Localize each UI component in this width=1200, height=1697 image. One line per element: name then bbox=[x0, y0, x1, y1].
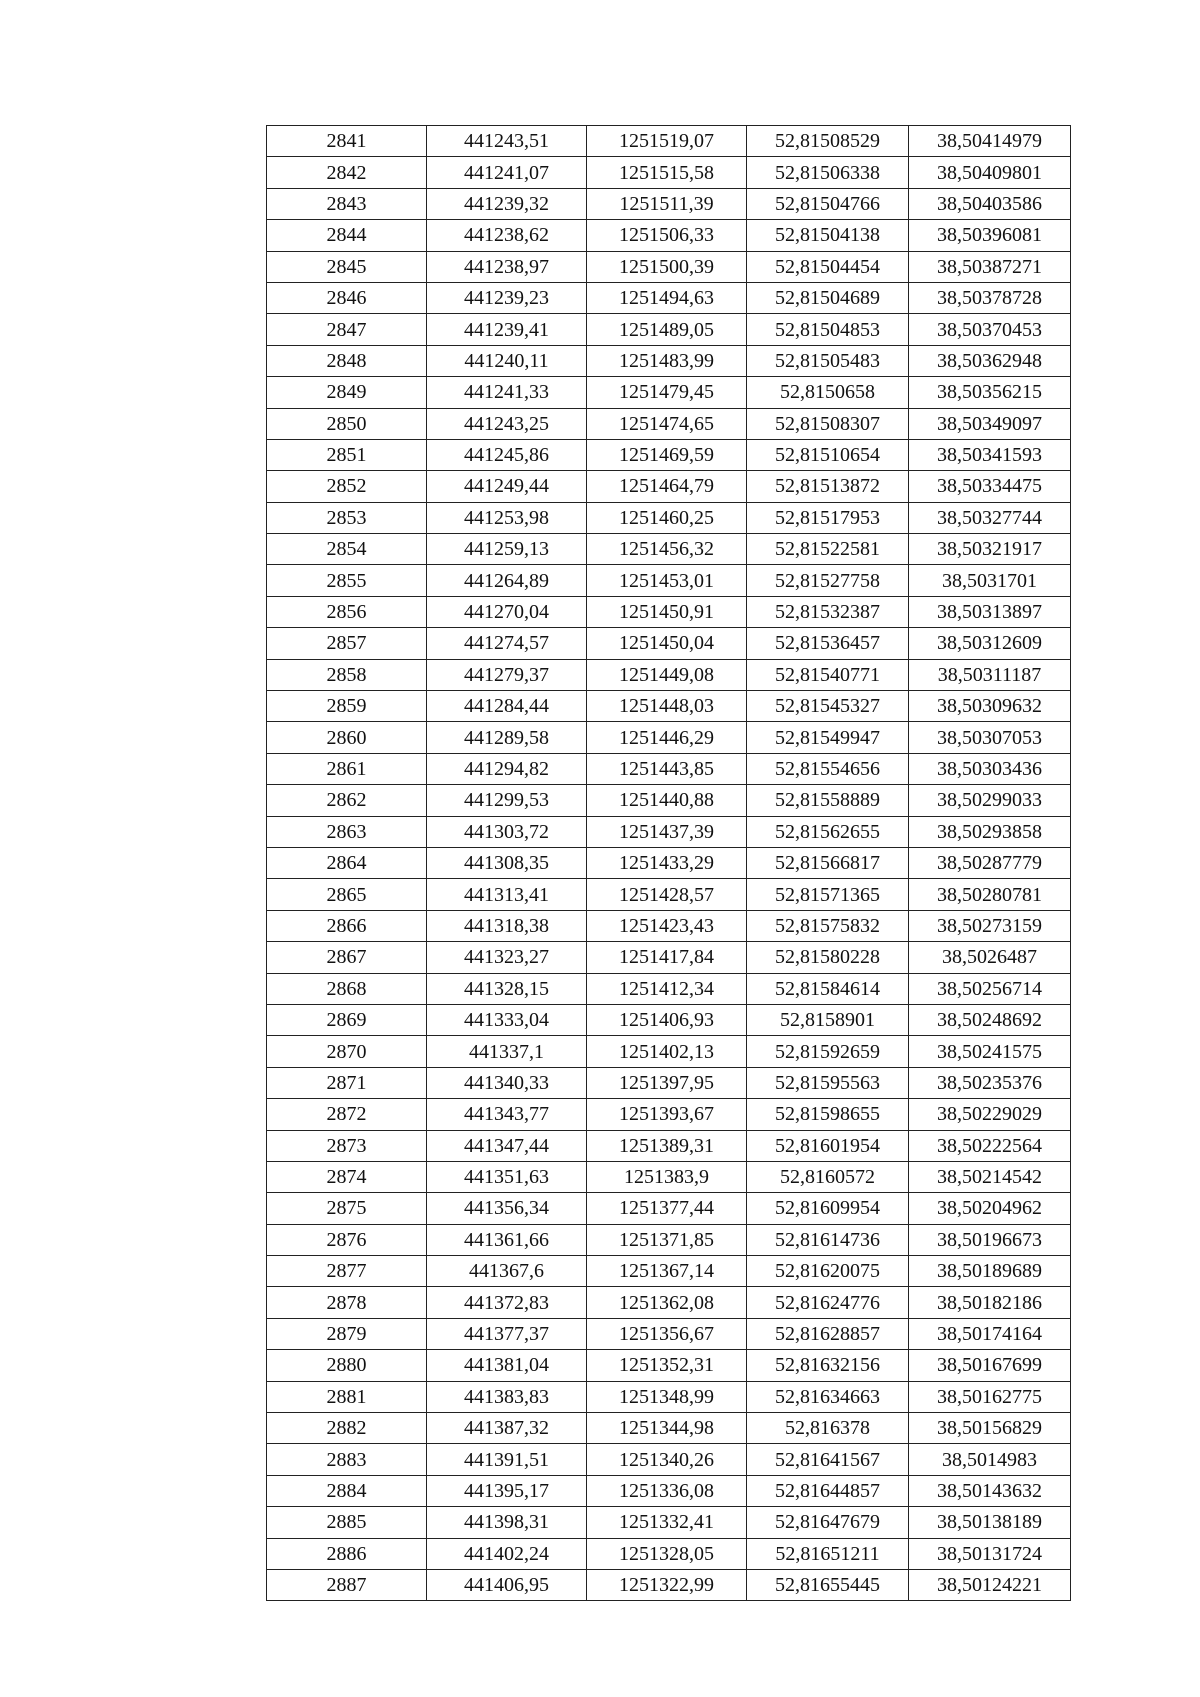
latitude-cell: 52,81566817 bbox=[747, 847, 909, 878]
y-coordinate-cell: 1251443,85 bbox=[587, 753, 747, 784]
y-coordinate-cell: 1251412,34 bbox=[587, 973, 747, 1004]
longitude-cell: 38,50204962 bbox=[909, 1193, 1071, 1224]
y-coordinate-cell: 1251423,43 bbox=[587, 910, 747, 941]
longitude-cell: 38,50162775 bbox=[909, 1381, 1071, 1412]
x-coordinate-cell: 441328,15 bbox=[427, 973, 587, 1004]
y-coordinate-cell: 1251428,57 bbox=[587, 879, 747, 910]
table-row bbox=[267, 1161, 1071, 1192]
y-coordinate-cell: 1251352,31 bbox=[587, 1350, 747, 1381]
point-number-cell: 2855 bbox=[267, 565, 427, 596]
table-row bbox=[267, 847, 1071, 878]
longitude-cell: 38,50341593 bbox=[909, 439, 1071, 470]
y-coordinate-cell: 1251460,25 bbox=[587, 502, 747, 533]
table-row bbox=[267, 1507, 1071, 1538]
table-row bbox=[267, 1193, 1071, 1224]
x-coordinate-cell: 441253,98 bbox=[427, 502, 587, 533]
x-coordinate-cell: 441323,27 bbox=[427, 942, 587, 973]
latitude-cell: 52,8158901 bbox=[747, 1004, 909, 1035]
x-coordinate-cell: 441259,13 bbox=[427, 534, 587, 565]
longitude-cell: 38,50356215 bbox=[909, 377, 1071, 408]
y-coordinate-cell: 1251348,99 bbox=[587, 1381, 747, 1412]
longitude-cell: 38,50327744 bbox=[909, 502, 1071, 533]
longitude-cell: 38,50196673 bbox=[909, 1224, 1071, 1255]
y-coordinate-cell: 1251371,85 bbox=[587, 1224, 747, 1255]
point-number-cell: 2866 bbox=[267, 910, 427, 941]
x-coordinate-cell: 441303,72 bbox=[427, 816, 587, 847]
table-row bbox=[267, 1538, 1071, 1569]
point-number-cell: 2887 bbox=[267, 1569, 427, 1600]
x-coordinate-cell: 441377,37 bbox=[427, 1318, 587, 1349]
table-row bbox=[267, 1318, 1071, 1349]
y-coordinate-cell: 1251397,95 bbox=[587, 1067, 747, 1098]
x-coordinate-cell: 441238,62 bbox=[427, 220, 587, 251]
x-coordinate-cell: 441395,17 bbox=[427, 1475, 587, 1506]
longitude-cell: 38,50307053 bbox=[909, 722, 1071, 753]
x-coordinate-cell: 441333,04 bbox=[427, 1004, 587, 1035]
latitude-cell: 52,81592659 bbox=[747, 1036, 909, 1067]
longitude-cell: 38,50403586 bbox=[909, 188, 1071, 219]
table-row bbox=[267, 691, 1071, 722]
x-coordinate-cell: 441372,83 bbox=[427, 1287, 587, 1318]
point-number-cell: 2885 bbox=[267, 1507, 427, 1538]
latitude-cell: 52,81598655 bbox=[747, 1099, 909, 1130]
y-coordinate-cell: 1251464,79 bbox=[587, 471, 747, 502]
longitude-cell: 38,50299033 bbox=[909, 785, 1071, 816]
y-coordinate-cell: 1251433,29 bbox=[587, 847, 747, 878]
longitude-cell: 38,50229029 bbox=[909, 1099, 1071, 1130]
x-coordinate-cell: 441264,89 bbox=[427, 565, 587, 596]
point-number-cell: 2853 bbox=[267, 502, 427, 533]
point-number-cell: 2880 bbox=[267, 1350, 427, 1381]
latitude-cell: 52,81517953 bbox=[747, 502, 909, 533]
longitude-cell: 38,50189689 bbox=[909, 1256, 1071, 1287]
x-coordinate-cell: 441383,83 bbox=[427, 1381, 587, 1412]
point-number-cell: 2852 bbox=[267, 471, 427, 502]
y-coordinate-cell: 1251383,9 bbox=[587, 1161, 747, 1192]
latitude-cell: 52,81522581 bbox=[747, 534, 909, 565]
longitude-cell: 38,50309632 bbox=[909, 691, 1071, 722]
point-number-cell: 2874 bbox=[267, 1161, 427, 1192]
table-row bbox=[267, 377, 1071, 408]
longitude-cell: 38,50124221 bbox=[909, 1569, 1071, 1600]
x-coordinate-cell: 441239,41 bbox=[427, 314, 587, 345]
latitude-cell: 52,81651211 bbox=[747, 1538, 909, 1569]
y-coordinate-cell: 1251469,59 bbox=[587, 439, 747, 470]
x-coordinate-cell: 441406,95 bbox=[427, 1569, 587, 1600]
table-row bbox=[267, 471, 1071, 502]
y-coordinate-cell: 1251336,08 bbox=[587, 1475, 747, 1506]
table-row bbox=[267, 1569, 1071, 1600]
longitude-cell: 38,50370453 bbox=[909, 314, 1071, 345]
table-row bbox=[267, 220, 1071, 251]
latitude-cell: 52,81549947 bbox=[747, 722, 909, 753]
x-coordinate-cell: 441387,32 bbox=[427, 1413, 587, 1444]
point-number-cell: 2843 bbox=[267, 188, 427, 219]
y-coordinate-cell: 1251446,29 bbox=[587, 722, 747, 753]
table-row bbox=[267, 282, 1071, 313]
longitude-cell: 38,50256714 bbox=[909, 973, 1071, 1004]
latitude-cell: 52,81595563 bbox=[747, 1067, 909, 1098]
latitude-cell: 52,81545327 bbox=[747, 691, 909, 722]
table-row bbox=[267, 314, 1071, 345]
table-row bbox=[267, 439, 1071, 470]
latitude-cell: 52,81504454 bbox=[747, 251, 909, 282]
point-number-cell: 2851 bbox=[267, 439, 427, 470]
table-row bbox=[267, 879, 1071, 910]
point-number-cell: 2873 bbox=[267, 1130, 427, 1161]
latitude-cell: 52,81620075 bbox=[747, 1256, 909, 1287]
x-coordinate-cell: 441308,35 bbox=[427, 847, 587, 878]
latitude-cell: 52,81510654 bbox=[747, 439, 909, 470]
x-coordinate-cell: 441337,1 bbox=[427, 1036, 587, 1067]
point-number-cell: 2844 bbox=[267, 220, 427, 251]
table-row bbox=[267, 628, 1071, 659]
x-coordinate-cell: 441239,23 bbox=[427, 282, 587, 313]
y-coordinate-cell: 1251332,41 bbox=[587, 1507, 747, 1538]
latitude-cell: 52,81601954 bbox=[747, 1130, 909, 1161]
longitude-cell: 38,50312609 bbox=[909, 628, 1071, 659]
latitude-cell: 52,81584614 bbox=[747, 973, 909, 1004]
y-coordinate-cell: 1251402,13 bbox=[587, 1036, 747, 1067]
x-coordinate-cell: 441356,34 bbox=[427, 1193, 587, 1224]
y-coordinate-cell: 1251494,63 bbox=[587, 282, 747, 313]
point-number-cell: 2846 bbox=[267, 282, 427, 313]
x-coordinate-cell: 441241,07 bbox=[427, 157, 587, 188]
table-row bbox=[267, 973, 1071, 1004]
y-coordinate-cell: 1251448,03 bbox=[587, 691, 747, 722]
point-number-cell: 2842 bbox=[267, 157, 427, 188]
x-coordinate-cell: 441243,51 bbox=[427, 126, 587, 157]
latitude-cell: 52,81634663 bbox=[747, 1381, 909, 1412]
latitude-cell: 52,81527758 bbox=[747, 565, 909, 596]
x-coordinate-cell: 441313,41 bbox=[427, 879, 587, 910]
point-number-cell: 2858 bbox=[267, 659, 427, 690]
longitude-cell: 38,50362948 bbox=[909, 345, 1071, 376]
table-row bbox=[267, 753, 1071, 784]
longitude-cell: 38,5014983 bbox=[909, 1444, 1071, 1475]
x-coordinate-cell: 441238,97 bbox=[427, 251, 587, 282]
y-coordinate-cell: 1251479,45 bbox=[587, 377, 747, 408]
longitude-cell: 38,50131724 bbox=[909, 1538, 1071, 1569]
y-coordinate-cell: 1251356,67 bbox=[587, 1318, 747, 1349]
y-coordinate-cell: 1251417,84 bbox=[587, 942, 747, 973]
latitude-cell: 52,81632156 bbox=[747, 1350, 909, 1381]
y-coordinate-cell: 1251515,58 bbox=[587, 157, 747, 188]
table-row bbox=[267, 1224, 1071, 1255]
longitude-cell: 38,50349097 bbox=[909, 408, 1071, 439]
x-coordinate-cell: 441243,25 bbox=[427, 408, 587, 439]
table-row bbox=[267, 251, 1071, 282]
table-row bbox=[267, 1099, 1071, 1130]
point-number-cell: 2865 bbox=[267, 879, 427, 910]
point-number-cell: 2870 bbox=[267, 1036, 427, 1067]
coordinates-table bbox=[266, 125, 1071, 1601]
table-row bbox=[267, 1004, 1071, 1035]
longitude-cell: 38,50235376 bbox=[909, 1067, 1071, 1098]
table-row bbox=[267, 1130, 1071, 1161]
latitude-cell: 52,81540771 bbox=[747, 659, 909, 690]
table-row bbox=[267, 816, 1071, 847]
point-number-cell: 2841 bbox=[267, 126, 427, 157]
table-row bbox=[267, 157, 1071, 188]
x-coordinate-cell: 441294,82 bbox=[427, 753, 587, 784]
x-coordinate-cell: 441249,44 bbox=[427, 471, 587, 502]
table-row bbox=[267, 910, 1071, 941]
table-row bbox=[267, 1067, 1071, 1098]
longitude-cell: 38,50293858 bbox=[909, 816, 1071, 847]
y-coordinate-cell: 1251406,93 bbox=[587, 1004, 747, 1035]
longitude-cell: 38,50214542 bbox=[909, 1161, 1071, 1192]
table-row bbox=[267, 188, 1071, 219]
x-coordinate-cell: 441289,58 bbox=[427, 722, 587, 753]
point-number-cell: 2863 bbox=[267, 816, 427, 847]
longitude-cell: 38,50334475 bbox=[909, 471, 1071, 502]
coordinates-table-body bbox=[267, 126, 1071, 1601]
table-row bbox=[267, 1381, 1071, 1412]
y-coordinate-cell: 1251456,32 bbox=[587, 534, 747, 565]
longitude-cell: 38,50414979 bbox=[909, 126, 1071, 157]
longitude-cell: 38,50287779 bbox=[909, 847, 1071, 878]
point-number-cell: 2847 bbox=[267, 314, 427, 345]
y-coordinate-cell: 1251450,04 bbox=[587, 628, 747, 659]
longitude-cell: 38,50241575 bbox=[909, 1036, 1071, 1067]
x-coordinate-cell: 441391,51 bbox=[427, 1444, 587, 1475]
point-number-cell: 2886 bbox=[267, 1538, 427, 1569]
point-number-cell: 2878 bbox=[267, 1287, 427, 1318]
latitude-cell: 52,81504766 bbox=[747, 188, 909, 219]
x-coordinate-cell: 441279,37 bbox=[427, 659, 587, 690]
longitude-cell: 38,50313897 bbox=[909, 596, 1071, 627]
latitude-cell: 52,81508529 bbox=[747, 126, 909, 157]
y-coordinate-cell: 1251362,08 bbox=[587, 1287, 747, 1318]
y-coordinate-cell: 1251500,39 bbox=[587, 251, 747, 282]
latitude-cell: 52,81614736 bbox=[747, 1224, 909, 1255]
latitude-cell: 52,81505483 bbox=[747, 345, 909, 376]
x-coordinate-cell: 441274,57 bbox=[427, 628, 587, 659]
latitude-cell: 52,81647679 bbox=[747, 1507, 909, 1538]
y-coordinate-cell: 1251440,88 bbox=[587, 785, 747, 816]
x-coordinate-cell: 441240,11 bbox=[427, 345, 587, 376]
y-coordinate-cell: 1251437,39 bbox=[587, 816, 747, 847]
point-number-cell: 2849 bbox=[267, 377, 427, 408]
longitude-cell: 38,50303436 bbox=[909, 753, 1071, 784]
point-number-cell: 2867 bbox=[267, 942, 427, 973]
latitude-cell: 52,81580228 bbox=[747, 942, 909, 973]
x-coordinate-cell: 441367,6 bbox=[427, 1256, 587, 1287]
x-coordinate-cell: 441351,63 bbox=[427, 1161, 587, 1192]
point-number-cell: 2857 bbox=[267, 628, 427, 659]
point-number-cell: 2876 bbox=[267, 1224, 427, 1255]
table-row bbox=[267, 1413, 1071, 1444]
longitude-cell: 38,50174164 bbox=[909, 1318, 1071, 1349]
longitude-cell: 38,50387271 bbox=[909, 251, 1071, 282]
x-coordinate-cell: 441299,53 bbox=[427, 785, 587, 816]
longitude-cell: 38,50378728 bbox=[909, 282, 1071, 313]
point-number-cell: 2875 bbox=[267, 1193, 427, 1224]
point-number-cell: 2856 bbox=[267, 596, 427, 627]
latitude-cell: 52,81536457 bbox=[747, 628, 909, 659]
point-number-cell: 2871 bbox=[267, 1067, 427, 1098]
x-coordinate-cell: 441245,86 bbox=[427, 439, 587, 470]
point-number-cell: 2860 bbox=[267, 722, 427, 753]
point-number-cell: 2862 bbox=[267, 785, 427, 816]
latitude-cell: 52,81554656 bbox=[747, 753, 909, 784]
latitude-cell: 52,8150658 bbox=[747, 377, 909, 408]
point-number-cell: 2869 bbox=[267, 1004, 427, 1035]
longitude-cell: 38,5026487 bbox=[909, 942, 1071, 973]
y-coordinate-cell: 1251344,98 bbox=[587, 1413, 747, 1444]
longitude-cell: 38,50248692 bbox=[909, 1004, 1071, 1035]
point-number-cell: 2864 bbox=[267, 847, 427, 878]
x-coordinate-cell: 441398,31 bbox=[427, 1507, 587, 1538]
x-coordinate-cell: 441318,38 bbox=[427, 910, 587, 941]
table-row bbox=[267, 345, 1071, 376]
point-number-cell: 2859 bbox=[267, 691, 427, 722]
latitude-cell: 52,81508307 bbox=[747, 408, 909, 439]
y-coordinate-cell: 1251328,05 bbox=[587, 1538, 747, 1569]
latitude-cell: 52,81571365 bbox=[747, 879, 909, 910]
table-row bbox=[267, 408, 1071, 439]
longitude-cell: 38,50273159 bbox=[909, 910, 1071, 941]
longitude-cell: 38,5031701 bbox=[909, 565, 1071, 596]
y-coordinate-cell: 1251474,65 bbox=[587, 408, 747, 439]
latitude-cell: 52,81558889 bbox=[747, 785, 909, 816]
table-row bbox=[267, 126, 1071, 157]
table-row bbox=[267, 942, 1071, 973]
point-number-cell: 2872 bbox=[267, 1099, 427, 1130]
point-number-cell: 2881 bbox=[267, 1381, 427, 1412]
table-row bbox=[267, 659, 1071, 690]
y-coordinate-cell: 1251506,33 bbox=[587, 220, 747, 251]
y-coordinate-cell: 1251483,99 bbox=[587, 345, 747, 376]
point-number-cell: 2850 bbox=[267, 408, 427, 439]
x-coordinate-cell: 441340,33 bbox=[427, 1067, 587, 1098]
y-coordinate-cell: 1251453,01 bbox=[587, 565, 747, 596]
table-row bbox=[267, 1475, 1071, 1506]
x-coordinate-cell: 441402,24 bbox=[427, 1538, 587, 1569]
latitude-cell: 52,81609954 bbox=[747, 1193, 909, 1224]
longitude-cell: 38,50156829 bbox=[909, 1413, 1071, 1444]
latitude-cell: 52,81504138 bbox=[747, 220, 909, 251]
y-coordinate-cell: 1251322,99 bbox=[587, 1569, 747, 1600]
latitude-cell: 52,81506338 bbox=[747, 157, 909, 188]
table-row bbox=[267, 1256, 1071, 1287]
longitude-cell: 38,50311187 bbox=[909, 659, 1071, 690]
y-coordinate-cell: 1251449,08 bbox=[587, 659, 747, 690]
x-coordinate-cell: 441239,32 bbox=[427, 188, 587, 219]
latitude-cell: 52,81641567 bbox=[747, 1444, 909, 1475]
x-coordinate-cell: 441381,04 bbox=[427, 1350, 587, 1381]
point-number-cell: 2861 bbox=[267, 753, 427, 784]
latitude-cell: 52,81504853 bbox=[747, 314, 909, 345]
y-coordinate-cell: 1251489,05 bbox=[587, 314, 747, 345]
x-coordinate-cell: 441347,44 bbox=[427, 1130, 587, 1161]
point-number-cell: 2882 bbox=[267, 1413, 427, 1444]
table-row bbox=[267, 1444, 1071, 1475]
longitude-cell: 38,50143632 bbox=[909, 1475, 1071, 1506]
longitude-cell: 38,50280781 bbox=[909, 879, 1071, 910]
x-coordinate-cell: 441270,04 bbox=[427, 596, 587, 627]
x-coordinate-cell: 441241,33 bbox=[427, 377, 587, 408]
latitude-cell: 52,81628857 bbox=[747, 1318, 909, 1349]
point-number-cell: 2868 bbox=[267, 973, 427, 1004]
table-row bbox=[267, 722, 1071, 753]
point-number-cell: 2848 bbox=[267, 345, 427, 376]
latitude-cell: 52,81562655 bbox=[747, 816, 909, 847]
x-coordinate-cell: 441361,66 bbox=[427, 1224, 587, 1255]
point-number-cell: 2879 bbox=[267, 1318, 427, 1349]
table-row bbox=[267, 565, 1071, 596]
x-coordinate-cell: 441284,44 bbox=[427, 691, 587, 722]
table-row bbox=[267, 534, 1071, 565]
longitude-cell: 38,50182186 bbox=[909, 1287, 1071, 1318]
table-row bbox=[267, 785, 1071, 816]
longitude-cell: 38,50138189 bbox=[909, 1507, 1071, 1538]
longitude-cell: 38,50396081 bbox=[909, 220, 1071, 251]
point-number-cell: 2845 bbox=[267, 251, 427, 282]
table-row bbox=[267, 596, 1071, 627]
point-number-cell: 2883 bbox=[267, 1444, 427, 1475]
latitude-cell: 52,81532387 bbox=[747, 596, 909, 627]
x-coordinate-cell: 441343,77 bbox=[427, 1099, 587, 1130]
latitude-cell: 52,81575832 bbox=[747, 910, 909, 941]
latitude-cell: 52,8160572 bbox=[747, 1161, 909, 1192]
table-row bbox=[267, 1350, 1071, 1381]
longitude-cell: 38,50321917 bbox=[909, 534, 1071, 565]
y-coordinate-cell: 1251340,26 bbox=[587, 1444, 747, 1475]
latitude-cell: 52,81513872 bbox=[747, 471, 909, 502]
y-coordinate-cell: 1251367,14 bbox=[587, 1256, 747, 1287]
point-number-cell: 2884 bbox=[267, 1475, 427, 1506]
y-coordinate-cell: 1251393,67 bbox=[587, 1099, 747, 1130]
longitude-cell: 38,50222564 bbox=[909, 1130, 1071, 1161]
point-number-cell: 2877 bbox=[267, 1256, 427, 1287]
point-number-cell: 2854 bbox=[267, 534, 427, 565]
y-coordinate-cell: 1251377,44 bbox=[587, 1193, 747, 1224]
y-coordinate-cell: 1251511,39 bbox=[587, 188, 747, 219]
table-row bbox=[267, 1036, 1071, 1067]
longitude-cell: 38,50167699 bbox=[909, 1350, 1071, 1381]
latitude-cell: 52,81624776 bbox=[747, 1287, 909, 1318]
latitude-cell: 52,816378 bbox=[747, 1413, 909, 1444]
table-row bbox=[267, 1287, 1071, 1318]
longitude-cell: 38,50409801 bbox=[909, 157, 1071, 188]
y-coordinate-cell: 1251450,91 bbox=[587, 596, 747, 627]
latitude-cell: 52,81655445 bbox=[747, 1569, 909, 1600]
y-coordinate-cell: 1251519,07 bbox=[587, 126, 747, 157]
y-coordinate-cell: 1251389,31 bbox=[587, 1130, 747, 1161]
latitude-cell: 52,81644857 bbox=[747, 1475, 909, 1506]
latitude-cell: 52,81504689 bbox=[747, 282, 909, 313]
table-row bbox=[267, 502, 1071, 533]
